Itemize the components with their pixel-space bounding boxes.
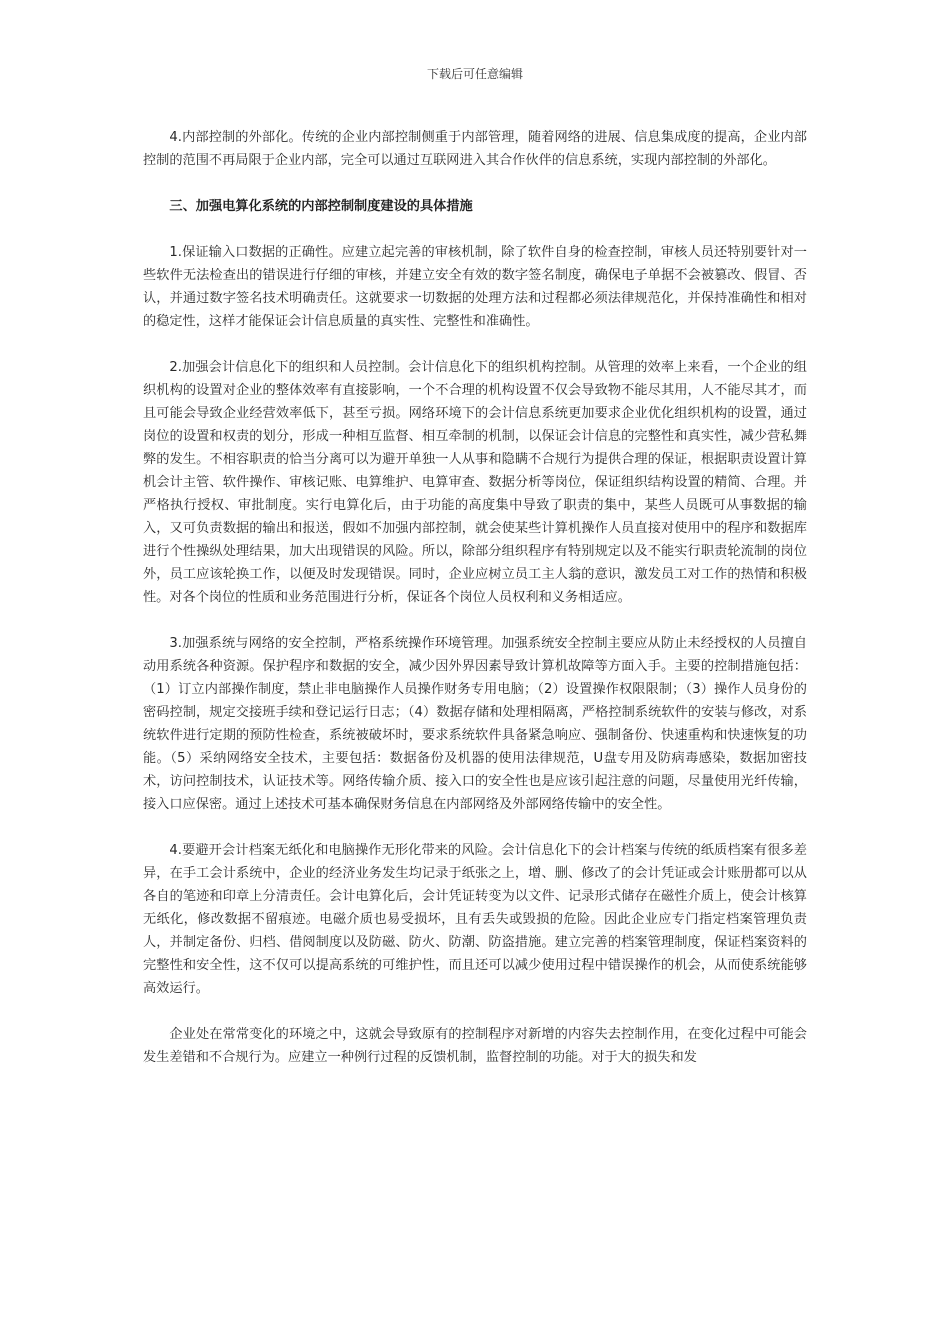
paragraph-system-network-security: 3.加强系统与网络的安全控制，严格系统操作环境管理。加强系统安全控制主要应从防止未经授权的人员擅自动用系统各种资源。保护程序和数据的安全，减少因外界因素导致计算机故障等方面入手。主要的控制措施包括：（1）订立内部操作制度，禁止非电脑操作人员操作财务专用电脑；（2）设置操作权限限制；（3）操作人员身份的密码控制，规定交接班手续和登记运行日志；（4）数据存储和处理相隔离，严格控制系统软件的安装与修改，对系统软件进行定期的预防性检查，系统被破坏时，要求系统软件具备紧急响应、强制备份、快速重构和快速恢复的功能。（5）采纳网络安全技术，主要包括：数据备份及机器的使用法律规范，U盘专用及防病毒感染，数据加密技术，访问控制技术，认证技术等。网络传输介质、接入口的安全性也是应该引起注意的问题，尽量使用光纤传输，接入口应保密。通过上述技术可基本确保财务信息在内部网络及外部网络传输中的安全性。 — [143, 636, 807, 812]
paragraph-archive-risk: 4.要避开会计档案无纸化和电脑操作无形化带来的风险。会计信息化下的会计档案与传统的纸质档案有很多差异，在手工会计系统中，企业的经济业务发生均记录于纸张之上，增、删、修改了的会计凭证或会计账册都可以从各自的笔迹和印章上分清责任。会计电算化后，会计凭证转变为以文件、记录形式储存在磁性介质上，使会计核算无纸化，修改数据不留痕迹。电磁介质也易受损坏，且有丢失或毁损的危险。因此企业应专门指定档案管理负责人，并制定备份、归档、借阅制度以及防磁、防火、防潮、防盗措施。建立完善的档案管理制度，保证档案资料的完整性和安全性，这不仅可以提高系统的可维护性，而且还可以减少使用过程中错误操作的机会，从而使系统能够高效运行。 — [143, 843, 807, 996]
document-body — [143, 126, 807, 1069]
paragraph-input-data-accuracy: 1.保证输入口数据的正确性。应建立起完善的审核机制，除了软件自身的检查控制，审核人员还特别要针对一些软件无法检查出的错误进行仔细的审核，并建立安全有效的数字签名制度，确保电子单据不会被篡改、假冒、否认，并通过数字签名技术明确责任。这就要求一切数据的处理方法和过程都必须法律规范化，并保持准确性和相对的稳定性，这样才能保证会计信息质量的真实性、完整性和准确性。 — [143, 245, 807, 329]
section-heading: 三、加强电算化系统的内部控制制度建设的具体措施 — [169, 199, 473, 214]
paragraph-internal-control-externalization: 4.内部控制的外部化。传统的企业内部控制侧重于内部管理，随着网络的进展、信息集成度的提高，企业内部控制的范围不再局限于企业内部，完全可以通过互联网进入其合作伙伴的信息系统，实现内部控制的外部化。 — [143, 130, 807, 168]
paragraph-organization-personnel-control: 2.加强会计信息化下的组织和人员控制。会计信息化下的组织机构控制。从管理的效率上来看，一个企业的组织机构的设置对企业的整体效率有直接影响，一个不合理的机构设置不仅会导致物不能尽其用，人不能尽其才，而且可能会导致企业经营效率低下，甚至亏损。网络环境下的会计信息系统更加要求企业优化组织机构的设置，通过岗位的设置和权责的划分，形成一种相互监督、相互牵制的机制，以保证会计信息的完整性和真实性，减少营私舞弊的发生。不相容职责的恰当分离可以为避开单独一人从事和隐瞒不合规行为提供合理的保证，根据职责设置计算机会计主管、软件操作、审核记账、电算维护、电算审查、数据分析等岗位，保证组织结构设置的精简、合理。并严格执行授权、审批制度。实行电算化后，由于功能的高度集中导致了职责的集中，某些人员既可从事数据的输入，又可负责数据的输出和报送，假如不加强内部控制，就会使某些计算机操作人员直接对使用中的程序和数据库进行个性操纵处理结果，加大出现错误的风险。所以，除部分组织程序有特别规定以及不能实行职责轮流制的岗位外，员工应该轮换工作，以便及时发现错误。同时，企业应树立员工主人翁的意识，激发员工对工作的热情和积极性。对各个岗位的性质和业务范围进行分析，保证各个岗位人员权利和义务相适应。 — [143, 360, 807, 605]
page-header: 下载后可任意编辑 — [426, 67, 523, 81]
paragraph-feedback-mechanism: 企业处在常常变化的环境之中，这就会导致原有的控制程序对新增的内容失去控制作用，在变化过程中可能会发生差错和不合规行为。应建立一种例行过程的反馈机制，监督控制的功能。对于大的损失和发 — [143, 1027, 807, 1065]
